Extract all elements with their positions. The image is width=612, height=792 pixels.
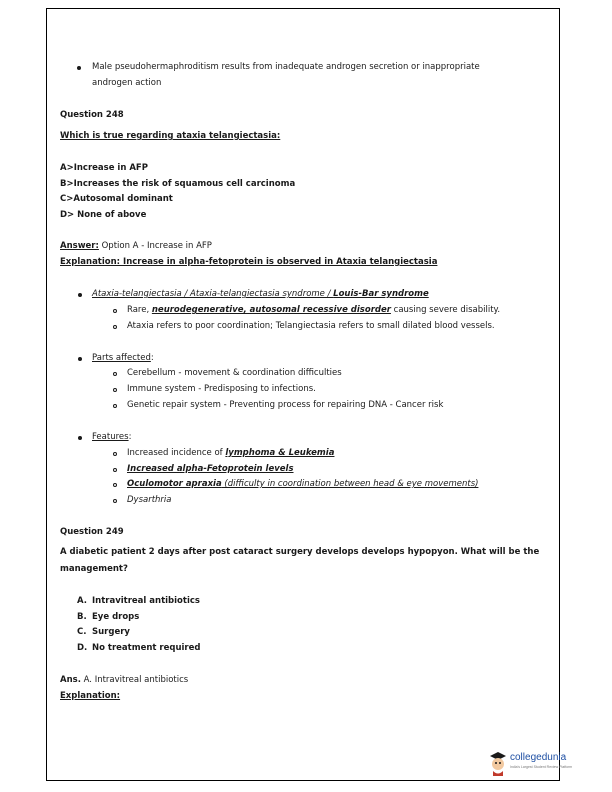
question-249-line1: A diabetic patient 2 days after post cataract surgery develops develops hypopyon. What will be the [60,547,540,557]
q249-explanation-label: Explanation: [60,691,121,701]
q249-answer [60,675,188,686]
collegedunia-logo [488,750,573,778]
sub-bullet [113,452,117,456]
logo-tagline: India's Largest Student Review Platform [510,765,573,769]
part-item: Genetic repair system - Preventing process for repairing DNA - Cancer risk [127,400,444,410]
feature-2: Increased alpha-Fetoprotein levels [127,464,294,474]
q249-option-d-text: No treatment required [92,643,201,653]
sub-bullet [113,388,117,392]
question-248-heading: Question 248 [60,110,124,120]
q248-option-c: C>Autosomal dominant [60,194,173,204]
syndrome-line [92,289,429,300]
q249-option-c-text: Surgery [92,627,130,637]
ans-text: A. Intravitreal antibiotics [80,675,189,685]
rare-emphasis: neurodegenerative, autosomal recessive disorder [151,305,391,315]
louis-bar-syndrome: Louis-Bar syndrome [333,289,429,299]
part-item: Cerebellum - movement & coordination difficulties [127,368,342,378]
question-249-heading: Question 249 [60,527,124,537]
features-heading [92,432,131,443]
ataxia-line: Ataxia refers to poor coordination; Telangiectasia refers to small dilated blood vessels. [127,321,495,331]
parts-affected-heading [92,353,154,364]
sub-bullet [113,372,117,376]
features-label: Features [92,432,129,442]
bullet-dot [78,293,82,297]
intro-bullet-line2: androgen action [92,78,162,88]
q248-option-d: D> None of above [60,210,147,220]
syndrome-names: Ataxia-telangiectasia / Ataxia-telangiectasia syndrome / [92,289,334,299]
features-colon: : [128,432,132,442]
q248-explanation: Explanation: Increase in alpha-fetoprotein is observed in Ataxia telangiectasia [60,257,438,267]
bullet-dot [77,66,81,70]
sub-bullet [113,325,117,329]
q248-option-a: A>Increase in AFP [60,163,148,173]
answer-text: Option A - Increase in AFP [98,241,212,251]
q249-option-b-letter: B. [77,612,87,622]
answer-label: Answer: [60,241,99,251]
graduate-mascot-icon [488,750,508,776]
q249-option-a-letter: A. [77,596,87,606]
sub-bullet [113,483,117,487]
feature-1 [127,448,334,459]
q249-option-a-text: Intravitreal antibiotics [92,596,200,606]
rare-prefix: Rare, [127,305,152,315]
feature-3-rest: (difficulty in coordination between head & eye movements) [221,479,479,489]
rare-line [127,305,500,316]
q248-option-b: B>Increases the risk of squamous cell carcinoma [60,179,296,189]
sub-bullet [113,499,117,503]
q249-option-d-letter: D. [77,643,88,653]
feature-1-emph: lymphoma & Leukemia [225,448,335,458]
parts-colon: : [150,353,154,363]
parts-label: Parts affected [92,353,151,363]
feature-1-prefix: Increased incidence of [127,448,226,458]
bullet-dot [78,436,82,440]
logo-name: collegedunia [510,752,567,763]
rare-suffix: causing severe disability. [390,305,501,315]
feature-4: Dysarthria [127,495,172,505]
q249-option-b-text: Eye drops [92,612,140,622]
sub-bullet [113,468,117,472]
feature-3 [127,479,478,490]
question-249-line2: management? [60,564,128,574]
part-item: Immune system - Predisposing to infections. [127,384,316,394]
feature-3-emph: Oculomotor apraxia [127,479,222,489]
sub-bullet [113,404,117,408]
question-248-text: Which is true regarding ataxia telangiectasia: [60,131,281,141]
sub-bullet [113,309,117,313]
q248-answer [60,241,212,252]
intro-bullet-line1: Male pseudohermaphroditism results from inadequate androgen secretion or inappropriate [92,62,480,72]
ans-label: Ans. [60,675,81,685]
q249-option-c-letter: C. [77,627,87,637]
bullet-dot [78,357,82,361]
